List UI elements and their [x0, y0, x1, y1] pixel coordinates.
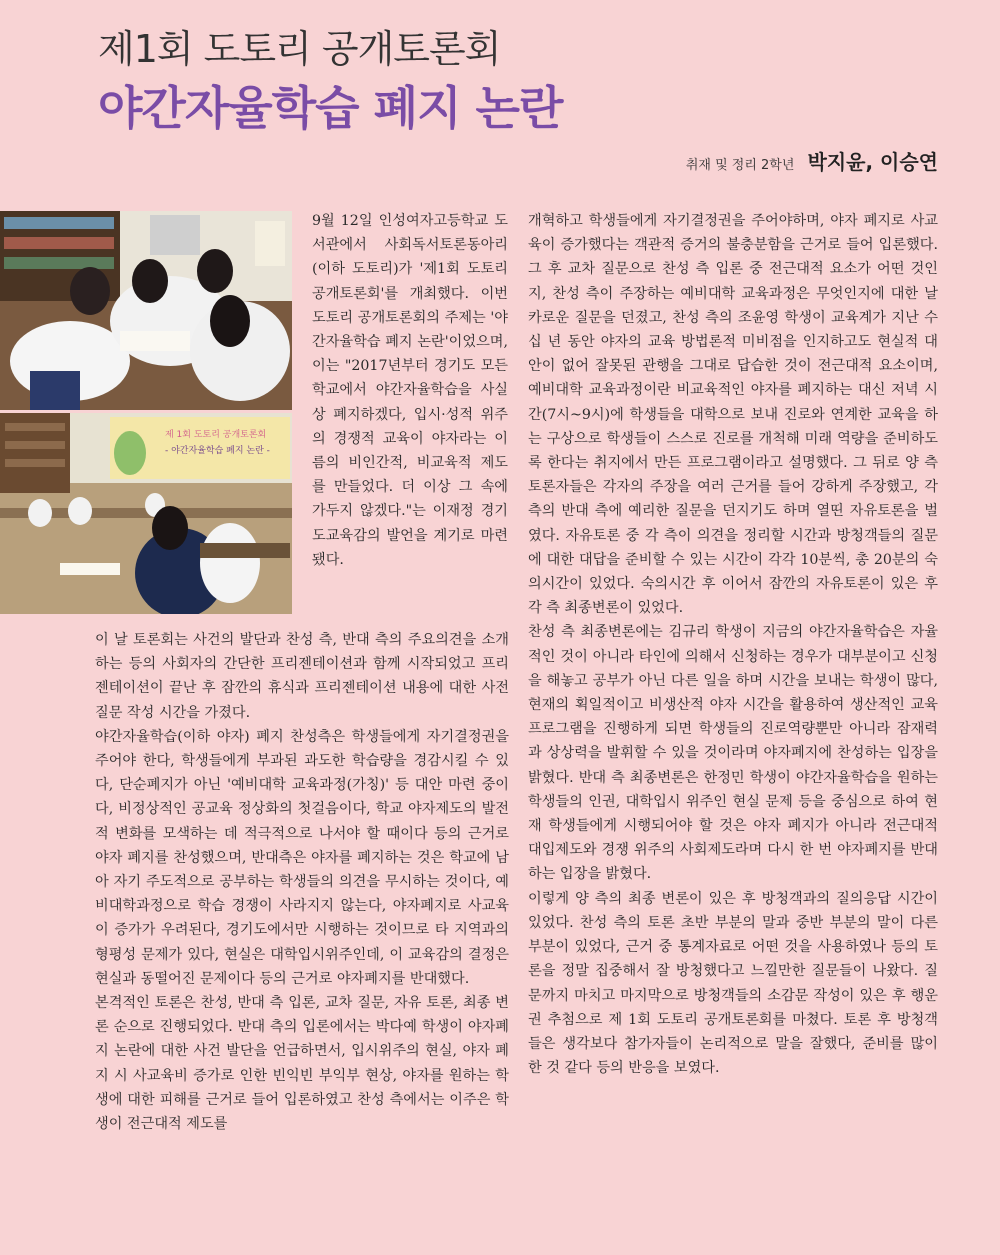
title-line1: 제1회 도토리 공개토론회	[98, 27, 501, 71]
paragraph-intro: 9월 12일 인성여자고등학교 도서관에서 사회독서토론동아리(이하 도토리)가 '제1회 도토리 공개토론회'를 개최했다. 이번 도토리 공개토론회의 주제는 '야간자율학습 폐지 논란'이었으며, 이는 "2017년부터 경기도 모든 학교에서 야간자율학습을 사실상 폐지하겠다, 입시·성적 위주의 경쟁적 교육이 야자라는 이름의 비인간적, 비교육적 제도를 만들었다. 더 이상 그 속에 가두지 않겠다."는 이재정 경기도교육감의 발언을 계기로 마련됐다.	[312, 213, 508, 568]
article-column-left-bottom	[95, 628, 509, 1136]
title-line2: 야간자율학습 폐지 논란	[98, 81, 563, 135]
photo-students-discussing	[0, 211, 292, 410]
article-column-left-top	[312, 209, 508, 572]
photo-debate-hall	[0, 413, 292, 614]
banner-line1: 제 1회 도토리 공개토론회	[165, 430, 267, 440]
paragraph-arguments: 야간자율학습(이하 야자) 폐지 찬성측은 학생들에게 자기결정권을 주어야 한다, 학생들에게 부과된 과도한 학습량을 경감시킬 수 있다, 단순폐지가 아닌 '예비대학 교육과정(가칭)' 등 대안 마련 중이다, 비정상적인 공교육 정상화의 첫걸음이다, 학교 야자제도의 발전적 변화를 모색하는 데 적극적으로 나서야 할 때이다 등의 근거로 야자 폐지를 찬성했으며, 반대측은 야자를 폐지하는 것은 학교에 남아 자기 주도적으로 공부하는 학생들의 의견을 무시하는 것이다, 예비대학과정으로 학습 경쟁이 사라지지 않는다, 야자폐지로 사교육이 증가가 우려된다, 경기도에서만 시행하는 것이므로 타 지역과의 형평성 문제가 있다, 현실은 대학입시위주인데, 이 교육감의 결정은 현실과 동떨어진 문제이다 등의 근거로 야자폐지를 반대했다.	[95, 728, 509, 987]
paragraph-qa: 이렇게 양 측의 최종 변론이 있은 후 방청객과의 질의응답 시간이 있었다. 찬성 측의 토론 초반 부분의 말과 중반 부분의 말이 다른 부분이 있었다, 근거 중 통계자료로 어떤 것을 사용하였나 등의 토론을 정말 집중해서 잘 방청했다고 느낄만한 질문들이 나왔다. 질문까지 마치고 마지막으로 방청객들의 소감문 작성이 있은 후 행운권 추첨으로 제 1회 도토리 공개토론회를 마쳤다. 토론 후 방청객들은 생각보다 참가자들이 논리적으로 말을 잘했다, 준비를 많이 한 것 같다 등의 반응을 보였다.	[528, 890, 938, 1077]
paragraph-debate-start: 본격적인 토론은 찬성, 반대 측 입론, 교차 질문, 자유 토론, 최종 변론 순으로 진행되었다. 반대 측의 입론에서는 박다예 학생이 야자폐지 논란에 대한 사건 발단을 언급하면서, 입시위주의 현실, 야자 폐지 시 사교육비 증가로 인한 빈익빈 부익부 현상, 야자를 원하는 학생에 대한 피해를 근거로 들어 입론하였고 찬성 측에서는 이주은 학생이 전근대적 제도를	[95, 995, 509, 1133]
paragraph-presentation: 이 날 토론회는 사건의 발단과 찬성 측, 반대 측의 주요의견을 소개하는 등의 사회자의 간단한 프리젠테이션과 함께 시작되었고 프리젠테이션이 끝난 후 잠깐의 휴식과 프리젠테이션 내용에 대한 사전 질문 작성 시간을 가졌다.	[95, 632, 509, 721]
banner-line2: - 야간자율학습 폐지 논란 -	[165, 446, 270, 456]
paragraph-closing: 찬성 측 최종변론에는 김규리 학생이 지금의 야간자율학습은 자율적인 것이 아니라 타인에 의해서 신청하는 경우가 대부분이고 신청을 해놓고 공부가 아닌 다른 일을 하며 시간을 보내는 학생이 많다, 현재의 획일적이고 비생산적 야자 시간을 활용하여 생산적인 교육 프로그램을 진행하게 되면 학생들의 진로역량뿐만 아니라 잠재력과 상상력을 발휘할 수 있을 것이라며 야자폐지에 찬성하는 입장을 밝혔다. 반대 측 최종변론은 한정민 학생이 야간자율학습을 원하는 학생들의 인권, 대학입시 위주인 현실 문제 등을 중심으로 하여 현재 학생들에게 시행되어야 할 것은 야자 폐지가 아니라 전근대적 대입제도와 경쟁 위주의 사회제도라며 다시 한 번 야자폐지를 반대하는 입장을 밝혔다.	[528, 624, 938, 883]
byline	[686, 146, 938, 175]
byline-names: 박지윤, 이승연	[807, 150, 938, 174]
paragraph-cross-exam: 개혁하고 학생들에게 자기결정권을 주어야하며, 야자 폐지로 사교육이 증가했다는 객관적 증거의 불충분함을 근거로 들어 입론했다. 그 후 교차 질문으로 찬성 측 입론 중 전근대적 요소가 어떤 것인지, 찬성 측이 주장하는 예비대학 교육과정은 무엇인지에 대한 날카로운 질문을 던졌고, 찬성 측의 조윤영 학생이 교육계가 지난 수십 년 동안 야자의 교육 방법론적 미비점을 인지하고도 현실적 대안이 없어 잘못된 관행을 그대로 답습한 것이 전근대적 요소이며, 예비대학 교육과정이란 비교육적인 야자를 폐지하는 대신 저녁 시간(7시~9시)에 학생들을 대학으로 보내 진로와 연계한 교육을 하는 구상으로 학생들이 스스로 진로를 개척해 미래 역량을 준비하도록 한다는 취지에서 만든 프로그램이라고 설명했다. 그 뒤로 양 측 토론자들은 각자의 주장을 여러 근거를 들어 강하게 주장했고, 각 측의 반대 측에 예리한 질문을 던지기도 하며 열띤 자유토론을 벌였다. 자유토론 중 각 측이 의견을 정리할 시간과 방청객들의 질문에 대한 대답을 준비할 수 있는 시간이 각각 10분씩, 총 20분의 숙의시간이 있었다. 숙의시간 후 이어서 잠깐의 자유토론이 있은 후 각 측 최종변론이 있었다.	[528, 213, 938, 617]
byline-role: 취재 및 정리 2학년	[685, 158, 795, 173]
article-column-right	[528, 209, 938, 1080]
